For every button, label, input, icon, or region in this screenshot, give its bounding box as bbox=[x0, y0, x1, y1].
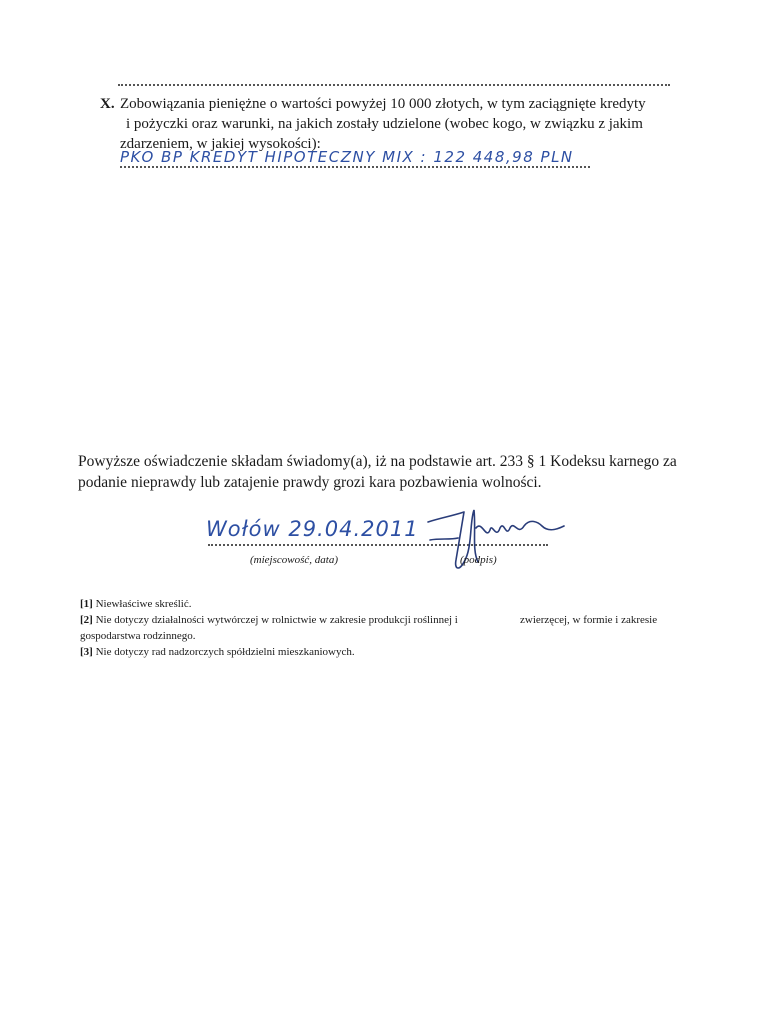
declaration-line-1: Powyższe oświadczenie składam świadomy(a), iż na podstawie art. 233 § 1 Kodeksu karnego za bbox=[78, 453, 677, 470]
section-number: X. bbox=[100, 96, 115, 112]
section-text-line-2: i pożyczki oraz warunki, na jakich zostały udzielone (wobec kogo, w związku z jakim bbox=[126, 116, 643, 132]
footnote-1 bbox=[80, 596, 700, 612]
section-text-line-1: Zobowiązania pieniężne o wartości powyżej 10 000 złotych, w tym zaciągnięte kredyty bbox=[120, 96, 646, 112]
top-dotted-line bbox=[118, 84, 670, 86]
entry-dotted-line bbox=[120, 166, 590, 168]
footnote-text: gospodarstwa rodzinnego. bbox=[80, 630, 196, 642]
footnote-marker: [3] bbox=[80, 646, 93, 658]
handwritten-liability-entry: PKO BP KREDYT HIPOTECZNY MIX : 122 448,98 PLN bbox=[120, 148, 574, 166]
footnote-marker: [2] bbox=[80, 614, 93, 626]
footnotes bbox=[80, 596, 700, 660]
footnote-3 bbox=[80, 644, 700, 660]
handwritten-place-date: Wołów 29.04.2011 bbox=[206, 517, 419, 541]
footnote-2 bbox=[80, 612, 700, 628]
signature-caption: (podpis) bbox=[460, 554, 497, 566]
declaration-line-2: podanie nieprawdy lub zatajenie prawdy grozi kara pozbawienia wolności. bbox=[78, 474, 542, 491]
footnote-2-continuation bbox=[80, 628, 700, 644]
footnote-marker: [1] bbox=[80, 598, 93, 610]
footnote-text: Nie dotyczy działalności wytwórczej w rolnictwie w zakresie produkcji roślinnej i bbox=[95, 614, 458, 626]
footnote-text-right: zwierzęcej, w formie i zakresie bbox=[520, 614, 658, 626]
footnote-text: Nie dotyczy rad nadzorczych spółdzielni mieszkaniowych. bbox=[95, 646, 355, 658]
place-date-caption: (miejscowość, data) bbox=[250, 554, 338, 566]
footnote-text: Niewłaściwe skreślić. bbox=[95, 598, 192, 610]
handwritten-signature bbox=[420, 500, 570, 580]
section-text-line-3: zdarzeniem, w jakiej wysokości): bbox=[120, 136, 321, 152]
declaration-text bbox=[78, 451, 698, 493]
